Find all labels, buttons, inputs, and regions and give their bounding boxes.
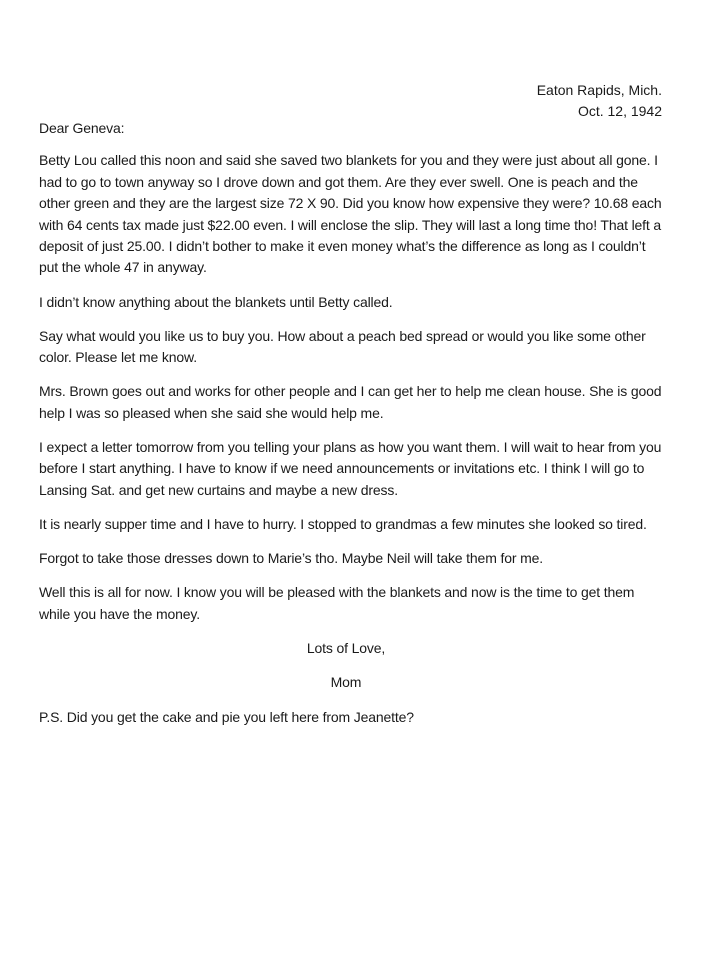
paragraph-betty-called: I didn’t know anything about the blankets until Betty called.	[39, 293, 393, 310]
postscript: P.S. Did you get the cake and pie you left here from Jeanette?	[39, 708, 414, 725]
signature: Mom	[330, 674, 362, 691]
paragraph-plans: I expect a letter tomorrow from you telling your plans as how you want them. I will wait to hear from you before I start anything. I have to know if we need announcements or invitations etc. I think I will go to Lansing Sat. and get new curtains and maybe a new dress.	[39, 439, 662, 498]
paragraph-farewell: Well this is all for now. I know you will be pleased with the blankets and now is the time to get them while you have the money.	[39, 584, 635, 622]
letter-header	[537, 80, 662, 122]
paragraph-supper: It is nearly supper time and I have to hurry. I stopped to grandmas a few minutes she looked so tired.	[39, 516, 647, 533]
paragraph-dresses: Forgot to take those dresses down to Marie’s tho. Maybe Neil will take them for me.	[39, 550, 543, 567]
paragraph-bed-spread: Say what would you like us to buy you. How about a peach bed spread or would you like some other color. Please let me know.	[39, 327, 646, 366]
paragraph-blankets: Betty Lou called this noon and said she saved two blankets for you and they were just about all gone. I had to go to town anyway so I drove down and got them. Are they ever swell. One is peach and the other green and they are the largest size 72 X 90. Did you know how expensive they were? 10.68 each with 64 cents tax made just $22.00 even. I will enclose the slip. They will last a long time tho! That left a deposit of just 25.00. I didn’t bother to make it even money what’s the difference as long as I couldn’t put the whole 47 in anyway.	[39, 152, 662, 276]
closing: Lots of Love,	[306, 640, 386, 657]
salutation: Dear Geneva:	[39, 120, 125, 136]
letter-date: Oct. 12, 1942	[577, 103, 662, 119]
letter-body	[39, 118, 667, 741]
letter-place: Eaton Rapids, Mich.	[536, 82, 662, 98]
paragraph-mrs-brown: Mrs. Brown goes out and works for other people and I can get her to help me clean house. She is good help I was so pleased when she said she would help me.	[39, 383, 662, 421]
